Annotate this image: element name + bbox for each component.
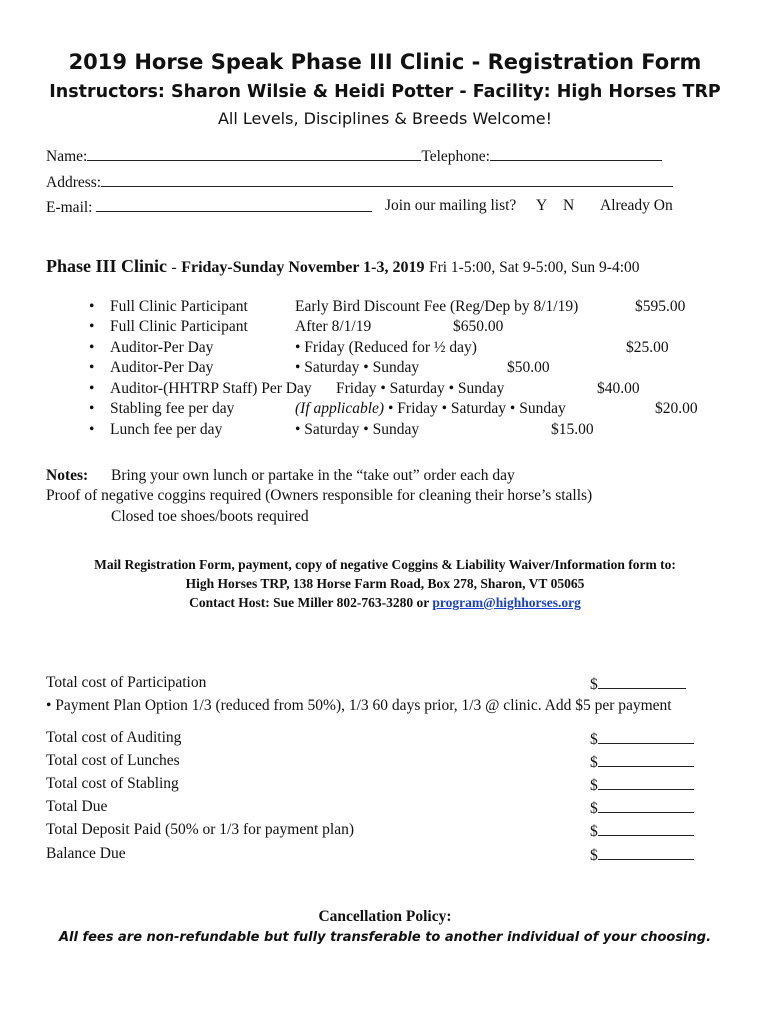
fee-desc: • Saturday • Sunday [295,421,420,438]
fee-name: Full Clinic Participant [110,298,248,315]
fee-name: Auditor-Per Day [110,359,214,376]
total-deposit-label: Total Deposit Paid (50% or 1/3 for payment plan) [46,821,354,838]
amount-blank[interactable] [598,821,694,836]
mailing-list-question: Join our mailing list? [385,197,517,214]
fee-desc: Friday • Saturday • Sunday [336,380,505,397]
total-stabling-label: Total cost of Stabling [46,775,179,792]
amount-blank[interactable] [598,845,694,860]
fee-desc-italic: (If applicable) [295,400,385,417]
total-participation-field[interactable] [590,674,686,694]
total-stabling-field[interactable] [590,775,694,795]
bullet-icon: • [89,298,95,315]
payment-plan-note: • Payment Plan Option 1/3 (reduced from 50%), 1/3 60 days prior, 1/3 @ clinic. Add $5 per payment [46,697,672,714]
notes-line-1: Bring your own lunch or partake in the “take out” order each day [111,467,515,484]
fee-name: Lunch fee per day [110,421,223,438]
cancellation-text: All fees are non-refundable but fully transferable to another individual of your choosing. [58,930,712,945]
page-title: 2019 Horse Speak Phase III Clinic - Registration Form [68,50,702,74]
email-row [46,197,372,217]
clinic-times: Fri 1-5:00, Sat 9-5:00, Sun 9-4:00 [428,259,640,276]
amount-blank[interactable] [598,798,694,813]
address-row [46,172,673,192]
clinic-dates: Friday-Sunday November 1-3, 2019 [181,259,425,276]
clinic-heading-row [46,256,640,277]
bullet-icon: • [89,380,95,397]
name-field[interactable] [87,146,421,161]
fee-desc: • Saturday • Sunday [295,359,420,376]
total-auditing-label: Total cost of Auditing [46,729,182,746]
clinic-heading: Phase III Clinic [46,256,168,276]
currency-symbol: $ [590,847,598,864]
bullet-icon: • [89,318,95,335]
amount-blank[interactable] [598,752,694,767]
currency-symbol: $ [590,754,598,771]
total-lunches-field[interactable] [590,752,694,772]
fee-name: Stabling fee per day [110,400,235,417]
total-due-label: Total Due [46,798,108,815]
currency-symbol: $ [590,800,598,817]
notes-line-2: Proof of negative coggins required (Owners responsible for cleaning their horse’s stalls) [46,487,593,504]
telephone-label: Telephone: [421,148,490,165]
fee-name: Full Clinic Participant [110,318,248,335]
fee-price: $15.00 [551,421,594,438]
total-auditing-field[interactable] [590,729,694,749]
cancellation-heading: Cancellation Policy: [318,908,452,925]
bullet-icon: • [89,400,95,417]
fee-price: $650.00 [453,318,504,335]
currency-symbol: $ [590,731,598,748]
fee-desc: Early Bird Discount Fee (Reg/Dep by 8/1/19) [295,298,579,315]
fee-price: $20.00 [655,400,698,417]
clinic-dash: - [171,259,177,276]
balance-due-label: Balance Due [46,845,126,862]
bullet-icon: • [89,359,95,376]
total-participation-label: Total cost of Participation [46,674,207,691]
address-label: Address: [46,174,102,191]
bullet-icon: • [89,339,95,356]
fee-desc-row [295,400,566,418]
contact-host: Contact Host: Sue Miller 802-763-3280 or [189,595,433,610]
fee-name: Auditor-(HHTRP Staff) Per Day [110,380,312,397]
name-label: Name: [46,148,88,165]
currency-symbol: $ [590,676,598,693]
fee-desc: After 8/1/19 [295,318,372,335]
fee-desc: • Friday (Reduced for ½ day) [295,339,477,356]
currency-symbol: $ [590,823,598,840]
mailing-list-no[interactable]: N [563,197,575,214]
total-lunches-label: Total cost of Lunches [46,752,180,769]
fee-price: $595.00 [635,298,686,315]
fee-price: $40.00 [597,380,640,397]
instructors-line: Instructors: Sharon Wilsie & Heidi Potter - Facility: High Horses TRP [49,82,721,102]
notes-label: Notes: [46,467,89,484]
telephone-field[interactable] [490,146,662,161]
contact-email-link[interactable]: program@highhorses.org [432,595,581,610]
address-field[interactable] [101,172,673,187]
amount-blank[interactable] [598,674,686,689]
welcome-line: All Levels, Disciplines & Breeds Welcome! [217,109,553,128]
mail-line-2: High Horses TRP, 138 Horse Farm Road, Box 278, Sharon, VT 05065 [185,576,585,591]
notes-line-3: Closed toe shoes/boots required [111,508,309,525]
bullet-icon: • [89,421,95,438]
email-field[interactable] [96,197,372,212]
amount-blank[interactable] [598,729,694,744]
name-row [46,146,662,166]
amount-blank[interactable] [598,775,694,790]
fee-name: Auditor-Per Day [110,339,214,356]
total-due-field[interactable] [590,798,694,818]
fee-desc: • Friday • Saturday • Sunday [384,400,566,417]
mailing-list-already-on[interactable]: Already On [600,197,673,214]
currency-symbol: $ [590,777,598,794]
mail-line-1: Mail Registration Form, payment, copy of negative Coggins & Liability Waiver/Information form to: [94,557,676,572]
total-deposit-field[interactable] [590,821,694,841]
fee-price: $50.00 [507,359,550,376]
mail-line-3 [0,595,770,611]
balance-due-field[interactable] [590,845,694,865]
fee-price: $25.00 [626,339,669,356]
email-label: E-mail: [46,199,93,216]
mailing-list-yes[interactable]: Y [536,197,548,214]
